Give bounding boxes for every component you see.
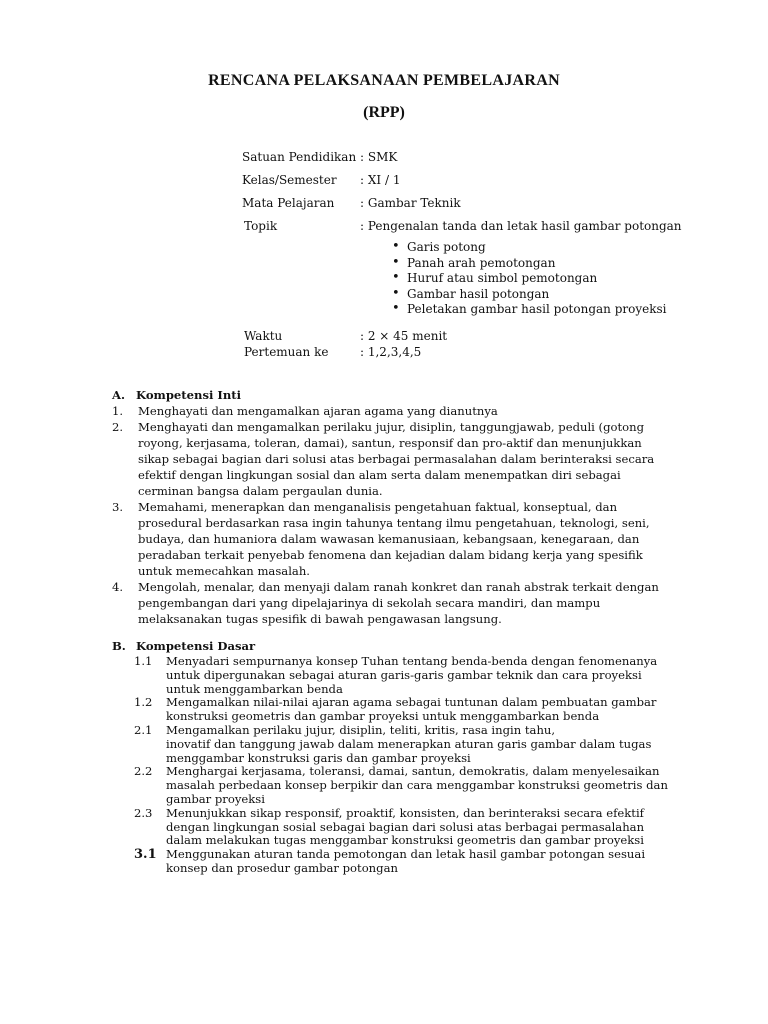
section-title: Kompetensi Dasar (136, 639, 256, 653)
section-kompetensi-dasar (134, 655, 686, 876)
section-kompetensi-inti (112, 387, 678, 627)
list-item (134, 765, 686, 806)
info-label: Topik (244, 219, 278, 233)
info-value: : SMK (360, 150, 398, 164)
info-value: : Gambar Teknik (360, 196, 461, 210)
item-number: 4. (112, 580, 124, 594)
item-text: Menghayati dan mengamalkan ajaran agama yang dianutnya (138, 404, 498, 418)
item-number: 3. (112, 500, 124, 514)
item-text: Menghayati dan mengamalkan perilaku jujur, disiplin, tanggungjawab, peduli (gotong royong, kerjasama, toleran, damai), santun, responsif dan pro-aktif dan menunjukkan sikap sebagai bagian dari solusi atas berbagai permasalahan dalam berinteraksi secara efektif dengan lingkungan sosial dan alam serta dalam menempatkan diri sebagai cerminan bangsa dalam pergaulan dunia. (138, 420, 655, 498)
item-number: 2.2 (134, 764, 153, 779)
item-text: Mengamalkan perilaku jujur, disiplin, teliti, kritis, rasa ingin tahu, inovatif dan tanggung jawab dalam menerapkan aturan garis gambar dalam tugas menggambar konstruksi garis dan gambar proyeksi (166, 722, 652, 765)
info-value: : Pengenalan tanda dan letak hasil gambar potongan (360, 219, 682, 233)
info-label: Mata Pelajaran (242, 196, 335, 210)
item-number: 1.2 (134, 695, 153, 710)
info-label: Waktu (244, 329, 283, 343)
item-number: 1. (112, 404, 124, 418)
item-number: 3.1 (134, 847, 157, 863)
list-item: • Garis potong (392, 240, 667, 256)
info-value: : 2 × 45 menit (360, 329, 448, 343)
item-text: Menyadari sempurnanya konsep Tuhan tentang benda-benda dengan fenomenanya untuk dipergunakan sebagai aturan garis-garis gambar teknik dan cara proyeksi untuk menggambarkan benda (166, 654, 658, 696)
item-text: Memahami, menerapkan dan menganalisis pengetahuan faktual, konseptual, dan prosedural berdasarkan rasa ingin tahunya tentang ilmu pengetahuan, teknologi, seni, budaya, dan humaniora dalam wawasan kemanusiaan, kebangsaan, kenegaraan, dan peradaban terkait penyebab fenomena dan kejadian dalam bidang kerja yang spesifik untuk memecahkan masalah. (138, 500, 650, 578)
item-text: Mengamalkan nilai-nilai ajaran agama sebagai tuntunan dalam pembuatan gambar konstruksi geometris dan gambar proyeksi untuk menggambarkan benda (166, 695, 657, 724)
item-number: 2. (112, 420, 124, 434)
section-heading (112, 638, 255, 654)
item-text: Menghargai kerjasama, toleransi, damai, santun, demokratis, dalam menyelesaikan masalah perbedaan konsep berpikir dan cara menggambar konstruksi geometris dan gambar proyeksi (166, 764, 668, 806)
item-text: Menunjukkan sikap responsif, proaktif, konsisten, dan berinteraksi secara efektif dengan lingkungan sosial sebagai bagian dari solusi atas berbagai permasalahan dalam melakukan tugas menggambar konstruksi geometris dan gambar proyeksi (166, 805, 645, 848)
info-label: Kelas/Semester (242, 173, 337, 187)
item-text: Mengolah, menalar, dan menyaji dalam ranah konkret dan ranah abstrak terkait dengan pengembangan dari yang dipelajarinya di sekolah secara mandiri, dan mampu melaksanakan tugas spesifik di bawah pengawasan langsung. (138, 580, 659, 626)
list-item: • Peletakan gambar hasil potongan proyeksi (392, 302, 667, 318)
list-item (112, 403, 678, 419)
document-title: RENCANA PELAKSANAAN PEMBELAJARAN (208, 72, 560, 89)
list-item (134, 655, 686, 696)
list-item (134, 724, 686, 765)
topic-bullet-list (392, 240, 667, 318)
list-item (112, 499, 678, 579)
list-item (134, 696, 686, 724)
section-heading (112, 387, 678, 403)
item-number: 2.1 (134, 722, 153, 737)
item-text: Menggunakan aturan tanda pemotongan dan letak hasil gambar potongan sesuai konsep dan prosedur gambar potongan (166, 847, 646, 875)
item-number: 2.3 (134, 805, 153, 820)
list-item: • Gambar hasil potongan (392, 287, 667, 303)
list-item: • Panah arah pemotongan (392, 256, 667, 272)
info-label: Satuan Pendidikan (242, 150, 357, 164)
list-item (134, 807, 686, 848)
list-item (112, 579, 678, 627)
item-number: 1.1 (134, 654, 153, 668)
section-title: Kompetensi Inti (136, 388, 242, 402)
info-value: : 1,2,3,4,5 (360, 344, 422, 359)
list-item (134, 848, 686, 876)
list-item (112, 419, 678, 499)
document-subtitle: (RPP) (363, 104, 405, 121)
info-label: Pertemuan ke (244, 344, 329, 359)
section-letter: A. (112, 388, 126, 402)
section-kompetensi-dasar-heading (112, 638, 255, 654)
info-value: : XI / 1 (360, 173, 401, 187)
list-item: • Huruf atau simbol pemotongan (392, 271, 667, 287)
section-letter: B. (112, 639, 126, 653)
